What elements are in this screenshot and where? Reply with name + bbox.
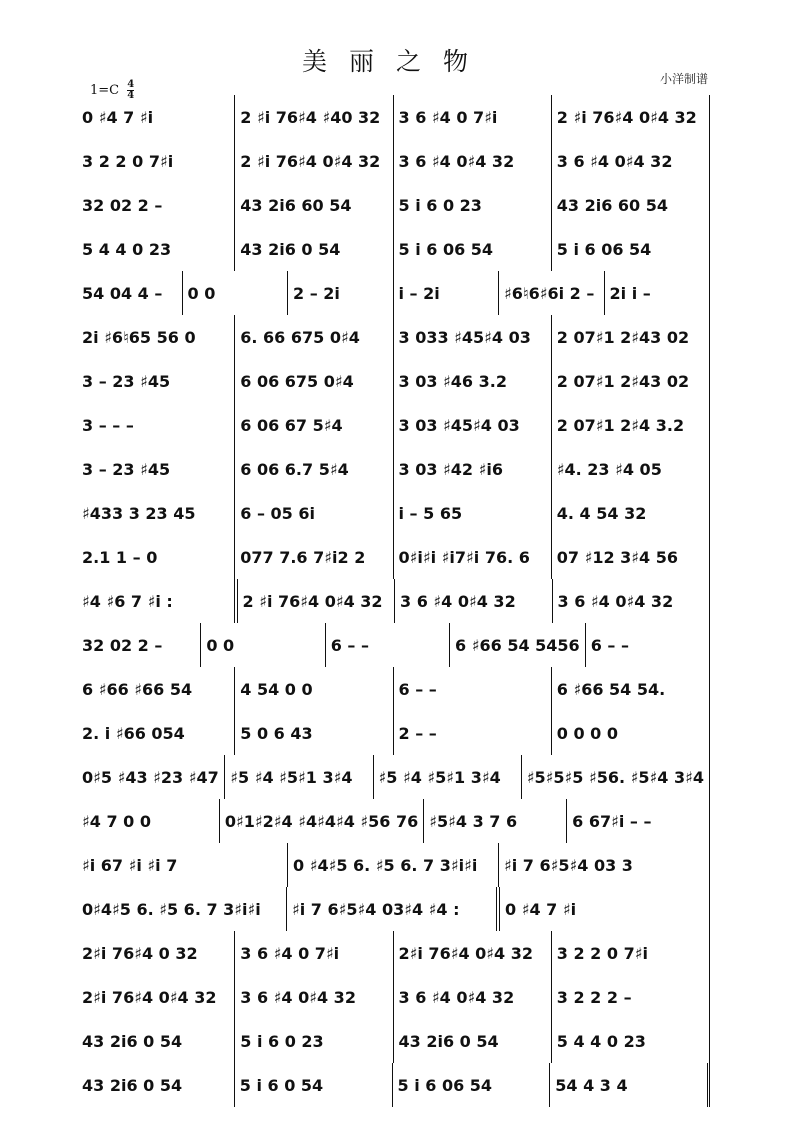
score-line (80, 491, 710, 535)
measure: 3 – 23 ♯45 (80, 359, 235, 403)
measure: 2♯i 76♯4 0♯4 32 (394, 931, 552, 975)
measure: i – 5 65 (394, 491, 552, 535)
measure: 2 – – (394, 711, 552, 755)
measure: 3 2 2 0 7♯i (552, 931, 710, 975)
measure: 32 02 2 – (80, 183, 235, 227)
score-line (80, 667, 710, 711)
measure: 6 ♯66 54 54. (552, 667, 710, 711)
measure: ♯6♮6♯6i 2 – (499, 271, 605, 315)
score-line (80, 1063, 710, 1107)
measure: 2♯i 76♯4 0 32 (80, 931, 235, 975)
measure: 5 i 6 06 54 (393, 1063, 551, 1107)
score-line (80, 623, 710, 667)
measure: 0 ♯4 7 ♯i (80, 95, 235, 139)
measure: 5 i 6 0 54 (235, 1063, 393, 1107)
measure: 2 07♯1 2♯43 02 (552, 359, 710, 403)
measure: 4. 4 54 32 (552, 491, 710, 535)
measure: 54 4 3 4 (550, 1063, 710, 1107)
measure: 3 033 ♯45♯4 03 (394, 315, 552, 359)
score-line (80, 359, 710, 403)
measure: 0♯5 ♯43 ♯23 ♯47 (80, 755, 225, 799)
measure: 3 03 ♯46 3.2 (394, 359, 552, 403)
measure: ♯i 7 6♯5♯4 03♯4 ♯4 : (287, 887, 500, 931)
measure: ♯5♯4 3 7 6 (424, 799, 567, 843)
score-line (80, 887, 710, 931)
measure: 43 2i6 0 54 (80, 1019, 235, 1063)
measure: 3 6 ♯4 0♯4 32 (235, 975, 393, 1019)
measure: 2 ♯i 76♯4 ♯40 32 (235, 95, 393, 139)
score-line (80, 579, 710, 623)
measure: 6 ♯66 ♯66 54 (80, 667, 235, 711)
measure: 6 – 05 6i (235, 491, 393, 535)
measure: 5 i 6 0 23 (235, 1019, 393, 1063)
measure: 2 ♯i 76♯4 0♯4 32 (235, 139, 393, 183)
transcriber-credit: 小洋制谱 (659, 72, 708, 86)
measure: 3 03 ♯42 ♯i6 (394, 447, 552, 491)
measure: 5 4 4 0 23 (552, 1019, 710, 1063)
measure: 2 ♯i 76♯4 0♯4 32 (238, 579, 396, 623)
measure: 6 67♯i – – (567, 799, 710, 843)
measure: 0♯1♯2♯4 ♯4♯4♯4 ♯56 76 (220, 799, 424, 843)
measure: 43 2i6 0 54 (235, 227, 393, 271)
measure: 0 ♯4 7 ♯i (500, 887, 710, 931)
song-title: 美丽之物 (301, 47, 490, 76)
time-signature-bottom: 4 (127, 90, 135, 101)
measure: 6 – – (586, 623, 710, 667)
measure: 0 0 (183, 271, 289, 315)
measure: 3 6 ♯4 0♯4 32 (552, 139, 710, 183)
measure: 3 6 ♯4 0♯4 32 (395, 579, 553, 623)
measure: ♯433 3 23 45 (80, 491, 235, 535)
measure: 0 0 (201, 623, 325, 667)
measure: 3 6 ♯4 0 7♯i (235, 931, 393, 975)
measure: 43 2i6 0 54 (80, 1063, 235, 1107)
measure: 0♯4♯5 6. ♯5 6. 7 3♯i♯i (80, 887, 287, 931)
measure: 3 6 ♯4 0♯4 32 (553, 579, 711, 623)
score-line (80, 227, 710, 271)
measure: ♯4. 23 ♯4 05 (552, 447, 710, 491)
key-label: 1=C (90, 83, 120, 98)
measure: ♯5 ♯4 ♯5♯1 3♯4 (374, 755, 522, 799)
score-line (80, 183, 710, 227)
measure: 5 4 4 0 23 (80, 227, 235, 271)
measure: 6 06 6.7 5♯4 (235, 447, 393, 491)
time-signature-top: 4 (127, 79, 135, 90)
measure: 2i i – (605, 271, 711, 315)
score-line (80, 931, 710, 975)
measure: 3 – 23 ♯45 (80, 447, 235, 491)
score-line (80, 315, 710, 359)
measure: 43 2i6 0 54 (394, 1019, 552, 1063)
measure: 2 ♯i 76♯4 0♯4 32 (552, 95, 710, 139)
score-line (80, 799, 710, 843)
score-line (80, 535, 710, 579)
score-line (80, 755, 710, 799)
measure: 3 6 ♯4 0 7♯i (394, 95, 552, 139)
measure: 6 – – (394, 667, 552, 711)
measure: 4 54 0 0 (235, 667, 393, 711)
measure: 3 6 ♯4 0♯4 32 (394, 139, 552, 183)
score-line (80, 447, 710, 491)
measure: ♯i 67 ♯i ♯i 7 (80, 843, 288, 887)
measure: 6 06 675 0♯4 (235, 359, 393, 403)
measure: 5 0 6 43 (235, 711, 393, 755)
measure: 2i ♯6♮65 56 0 (80, 315, 235, 359)
measure: ♯i 7 6♯5♯4 03 3 (499, 843, 710, 887)
measure: i – 2i (394, 271, 500, 315)
measure: 54 04 4 – (80, 271, 183, 315)
measure: ♯5♯5♯5 ♯56. ♯5♯4 3♯4 (522, 755, 710, 799)
measure: 2 07♯1 2♯4 3.2 (552, 403, 710, 447)
measure: 6 06 67 5♯4 (235, 403, 393, 447)
measure: 5 i 6 0 23 (394, 183, 552, 227)
measure: ♯4 7 0 0 (80, 799, 220, 843)
score-line (80, 95, 710, 139)
measure: 07 ♯12 3♯4 56 (552, 535, 710, 579)
score-line (80, 975, 710, 1019)
measure: ♯5 ♯4 ♯5♯1 3♯4 (225, 755, 373, 799)
measure: 3 2 2 0 7♯i (80, 139, 235, 183)
measure: 2 – 2i (288, 271, 394, 315)
measure: 43 2i6 60 54 (552, 183, 710, 227)
score-line (80, 403, 710, 447)
score-line (80, 1019, 710, 1063)
measure: 3 – – – (80, 403, 235, 447)
notation-system (80, 95, 710, 1107)
measure: 2. i ♯66 054 (80, 711, 235, 755)
score-line (80, 271, 710, 315)
measure: 6. 66 675 0♯4 (235, 315, 393, 359)
measure: 6 ♯66 54 5456 (450, 623, 586, 667)
measure: 3 03 ♯45♯4 03 (394, 403, 552, 447)
measure: 3 6 ♯4 0♯4 32 (394, 975, 552, 1019)
measure: 5 i 6 06 54 (394, 227, 552, 271)
measure: 6 – – (326, 623, 450, 667)
measure: 077 7.6 7♯i2 2 (235, 535, 393, 579)
measure: 0 0 0 0 (552, 711, 710, 755)
score-line (80, 843, 710, 887)
measure: 3 2 2 2 – (552, 975, 710, 1019)
score-line (80, 711, 710, 755)
measure: 2♯i 76♯4 0♯4 32 (80, 975, 235, 1019)
measure: 32 02 2 – (80, 623, 201, 667)
measure: 2 07♯1 2♯43 02 (552, 315, 710, 359)
measure: 0♯i♯i ♯i7♯i 76. 6 (394, 535, 552, 579)
measure: 43 2i6 60 54 (235, 183, 393, 227)
measure: 0 ♯4♯5 6. ♯5 6. 7 3♯i♯i (288, 843, 499, 887)
measure: 5 i 6 06 54 (552, 227, 710, 271)
score-line (80, 139, 710, 183)
measure: 2.1 1 – 0 (80, 535, 235, 579)
measure: ♯4 ♯6 7 ♯i : (80, 579, 238, 623)
